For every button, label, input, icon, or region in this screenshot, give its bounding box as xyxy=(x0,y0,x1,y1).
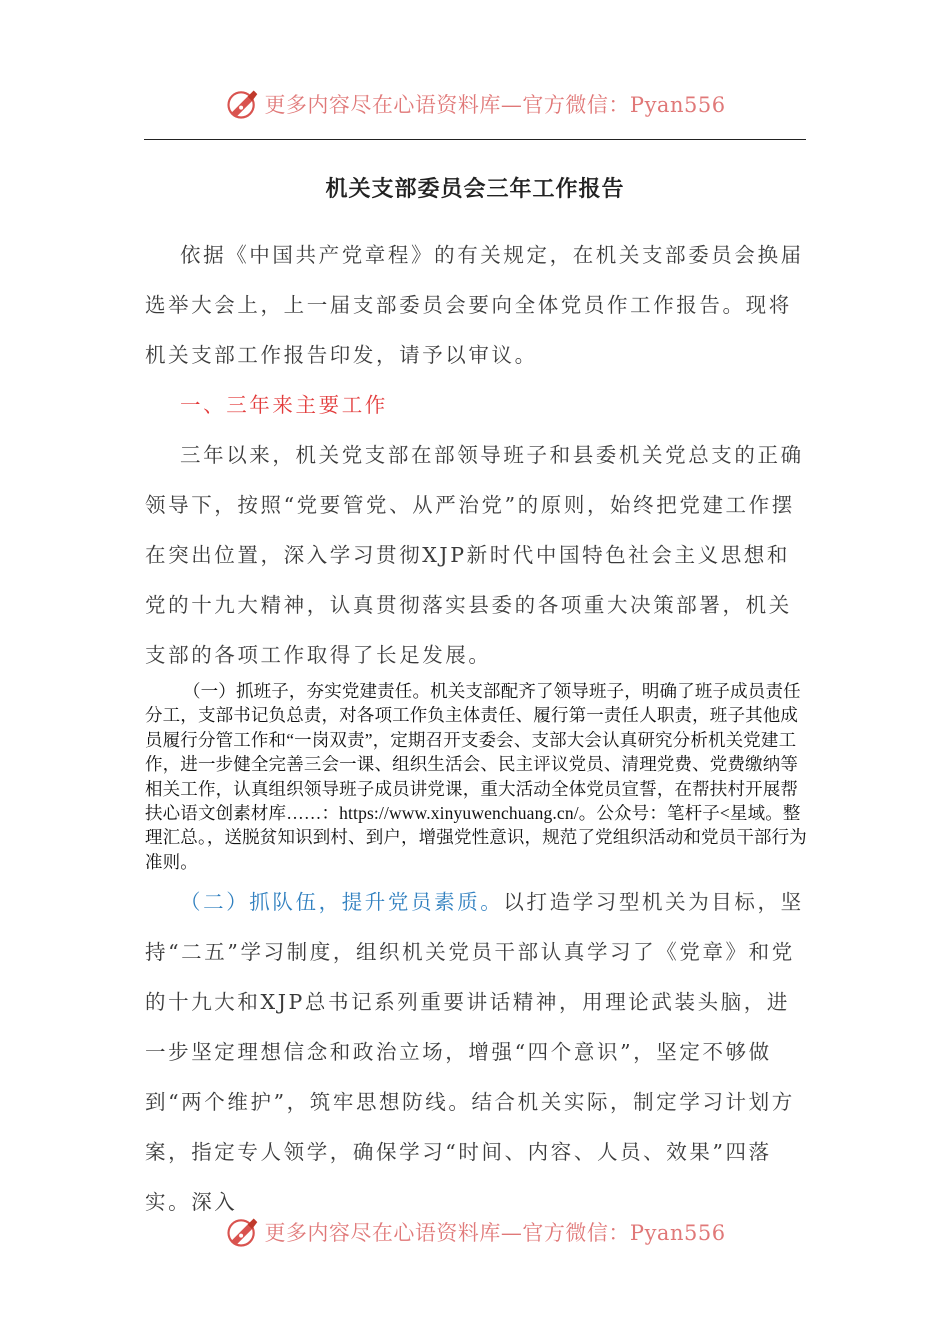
top-banner xyxy=(0,84,950,124)
banner-text: 更多内容尽在心语资料库—官方微信：Pyan556 xyxy=(264,1221,726,1245)
bottom-banner xyxy=(0,1212,950,1252)
banner-text: 更多内容尽在心语资料库—官方微信：Pyan556 xyxy=(264,93,726,117)
section-heading-main-work: 一、三年来主要工作 xyxy=(180,393,388,417)
item-team-building-paragraph: （一）抓班子，夯实党建责任。机关支部配齐了领导班子，明确了班子成员责任分工，支部书记负总责，对各项工作负主体责任、履行第一责任人职责，班子其他成员履行分管工作和“一岗双责”，定期召开支委会、支部大会认真研究分析机关党建工作，进一步健全完善三会一课、组织生活会、民主评议党员、清理党费、党费缴纳等相关工作，认真组织领导班子成员讲党课，重大活动全体党员宣誓，在帮扶村开展帮扶心语文创素材库……：https://www.xinyuwenchuang.cn/。公众号：笔杆子<星域。整理汇总。，送脱贫知识到村、到户，增强党性意识，规范了党组织活动和党员干部行为准则。 xyxy=(145,681,807,872)
document-title: 机关支部委员会三年工作报告 xyxy=(325,176,625,202)
item-team-quality-heading: （二）抓队伍，提升党员素质。 xyxy=(180,890,504,914)
intro-paragraph: 依据《中国共产党章程》的有关规定，在机关支部委员会换届选举大会上，上一届支部委员会要向全体党员作工作报告。现将机关支部工作报告印发，请予以审议。 xyxy=(145,243,804,367)
pen-nib-logo-icon xyxy=(224,86,260,122)
header-rule xyxy=(144,139,806,140)
item-team-quality-body: 以打造学习型机关为目标，坚持“二五”学习制度，组织机关党员干部认真学习了《党章》和党的十九大和XJP总书记系列重要讲话精神，用理论武装头脑，进一步坚定理想信念和政治立场，增强“四个意识”，坚定不够做到“两个维护”，筑牢思想防线。结合机关实际，制定学习计划方案，指定专人领学，确保学习“时间、内容、人员、效果”四落实。深入 xyxy=(145,890,804,1214)
section-body-paragraph: 三年以来，机关党支部在部领导班子和县委机关党总支的正确领导下，按照“党要管党、从严治党”的原则，始终把党建工作摆在突出位置，深入学习贯彻XJP新时代中国特色社会主义思想和党的十九大精神，认真贯彻落实县委的各项重大决策部署，机关支部的各项工作取得了长足发展。 xyxy=(145,443,804,667)
pen-nib-logo-icon xyxy=(224,1214,260,1250)
item-team-quality-paragraph xyxy=(145,877,810,1227)
